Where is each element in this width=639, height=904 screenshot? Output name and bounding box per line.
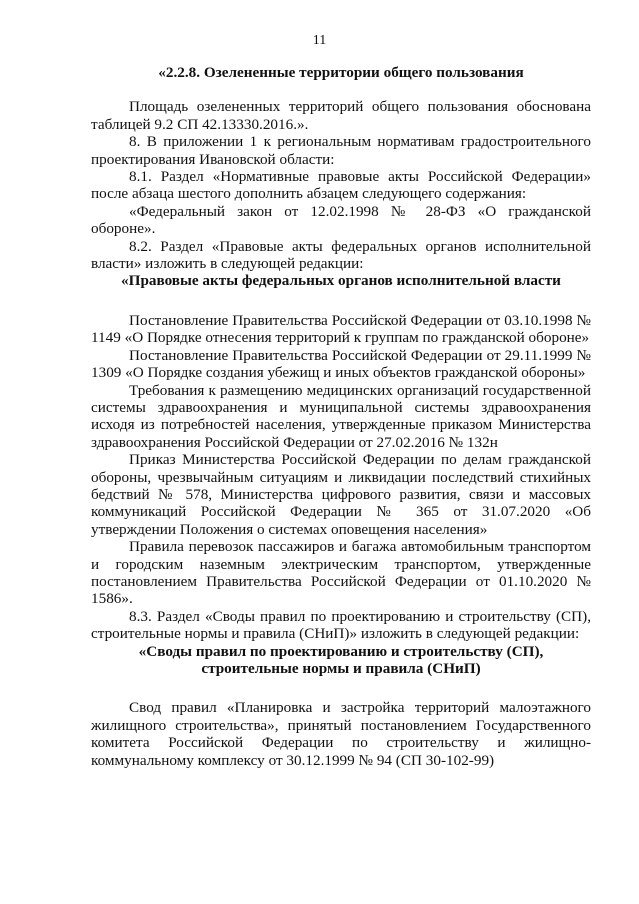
document-body	[91, 64, 591, 769]
paragraph-transport-rules: Правила перевозок пассажиров и багажа автомобильным транспортом и городским наземным электрическим транспортом, утвержденные постановлением Правительства Российской Федерации от 01.10.2020 № 1586».	[91, 538, 591, 608]
paragraph-item-8: 8. В приложении 1 к региональным нормативам градостроительного проектирования Ивановской области:	[91, 133, 591, 168]
page-number: 11	[312, 33, 327, 48]
paragraph-federal-law: «Федеральный закон от 12.02.1998 № 28-ФЗ «О гражданской обороне».	[91, 202, 591, 238]
paragraph-requirements-medical: Требования к размещению медицинских организаций государственной системы здравоохранения и муниципальной системы здравоохранения исходя из потребностей населения, утвержденные приказом Министерства здравоохранения Российской Федерации от 27.02.2016 № 132н	[91, 381, 591, 451]
paragraph-item-8-3: 8.3. Раздел «Своды правил по проектированию и строительству (СП), строительные нормы и правила (СНиП)» изложить в следующей редакции:	[91, 607, 591, 643]
paragraph-item-8-2: 8.2. Раздел «Правовые акты федеральных органов исполнительной власти» изложить в следующей редакции:	[91, 237, 591, 273]
paragraph-decree-1149: Постановление Правительства Российской Федерации от 03.10.1998 № 1149 «О Порядке отнесения территорий к группам по гражданской обороне»	[91, 311, 591, 347]
subsection-heading-federal-acts: «Правовые акты федеральных органов исполнительной власти	[121, 272, 561, 290]
paragraph-green-areas: Площадь озелененных территорий общего пользования обоснована таблицей 9.2 СП 42.13330.2016.».	[91, 98, 591, 133]
subsection-heading-codes-line2: строительные нормы и правила (СНиП)	[201, 660, 481, 677]
paragraph-item-8-1: 8.1. Раздел «Нормативные правовые акты Российской Федерации» после абзаца шестого дополнить абзацем следующего содержания:	[91, 168, 591, 203]
paragraph-sp-30-102-99: Свод правил «Планировка и застройка территорий малоэтажного жилищного строительства», принятый постановлением Государственного комитета Российской Федерации по строительству и жилищно-коммунальному комплексу от 30.12.1999 № 94 (СП 30-102-99)	[91, 699, 591, 769]
section-heading-2-2-8: «2.2.8. Озелененные территории общего пользования	[158, 64, 524, 81]
paragraph-order-578: Приказ Министерства Российской Федерации по делам гражданской обороны, чрезвычайным ситуациям и ликвидации последствий стихийных бедствий № 578, Министерства цифрового развития, связи и массовых коммуникаций Российской Федерации № 365 от 31.07.2020 «Об утверждении Положения о системах оповещения населения»	[91, 451, 591, 538]
subsection-heading-codes-line1: «Своды правил по проектированию и строительству (СП),	[138, 642, 544, 660]
paragraph-decree-1309: Постановление Правительства Российской Федерации от 29.11.1999 № 1309 «О Порядке создания убежищ и иных объектов гражданской обороны»	[91, 346, 591, 382]
